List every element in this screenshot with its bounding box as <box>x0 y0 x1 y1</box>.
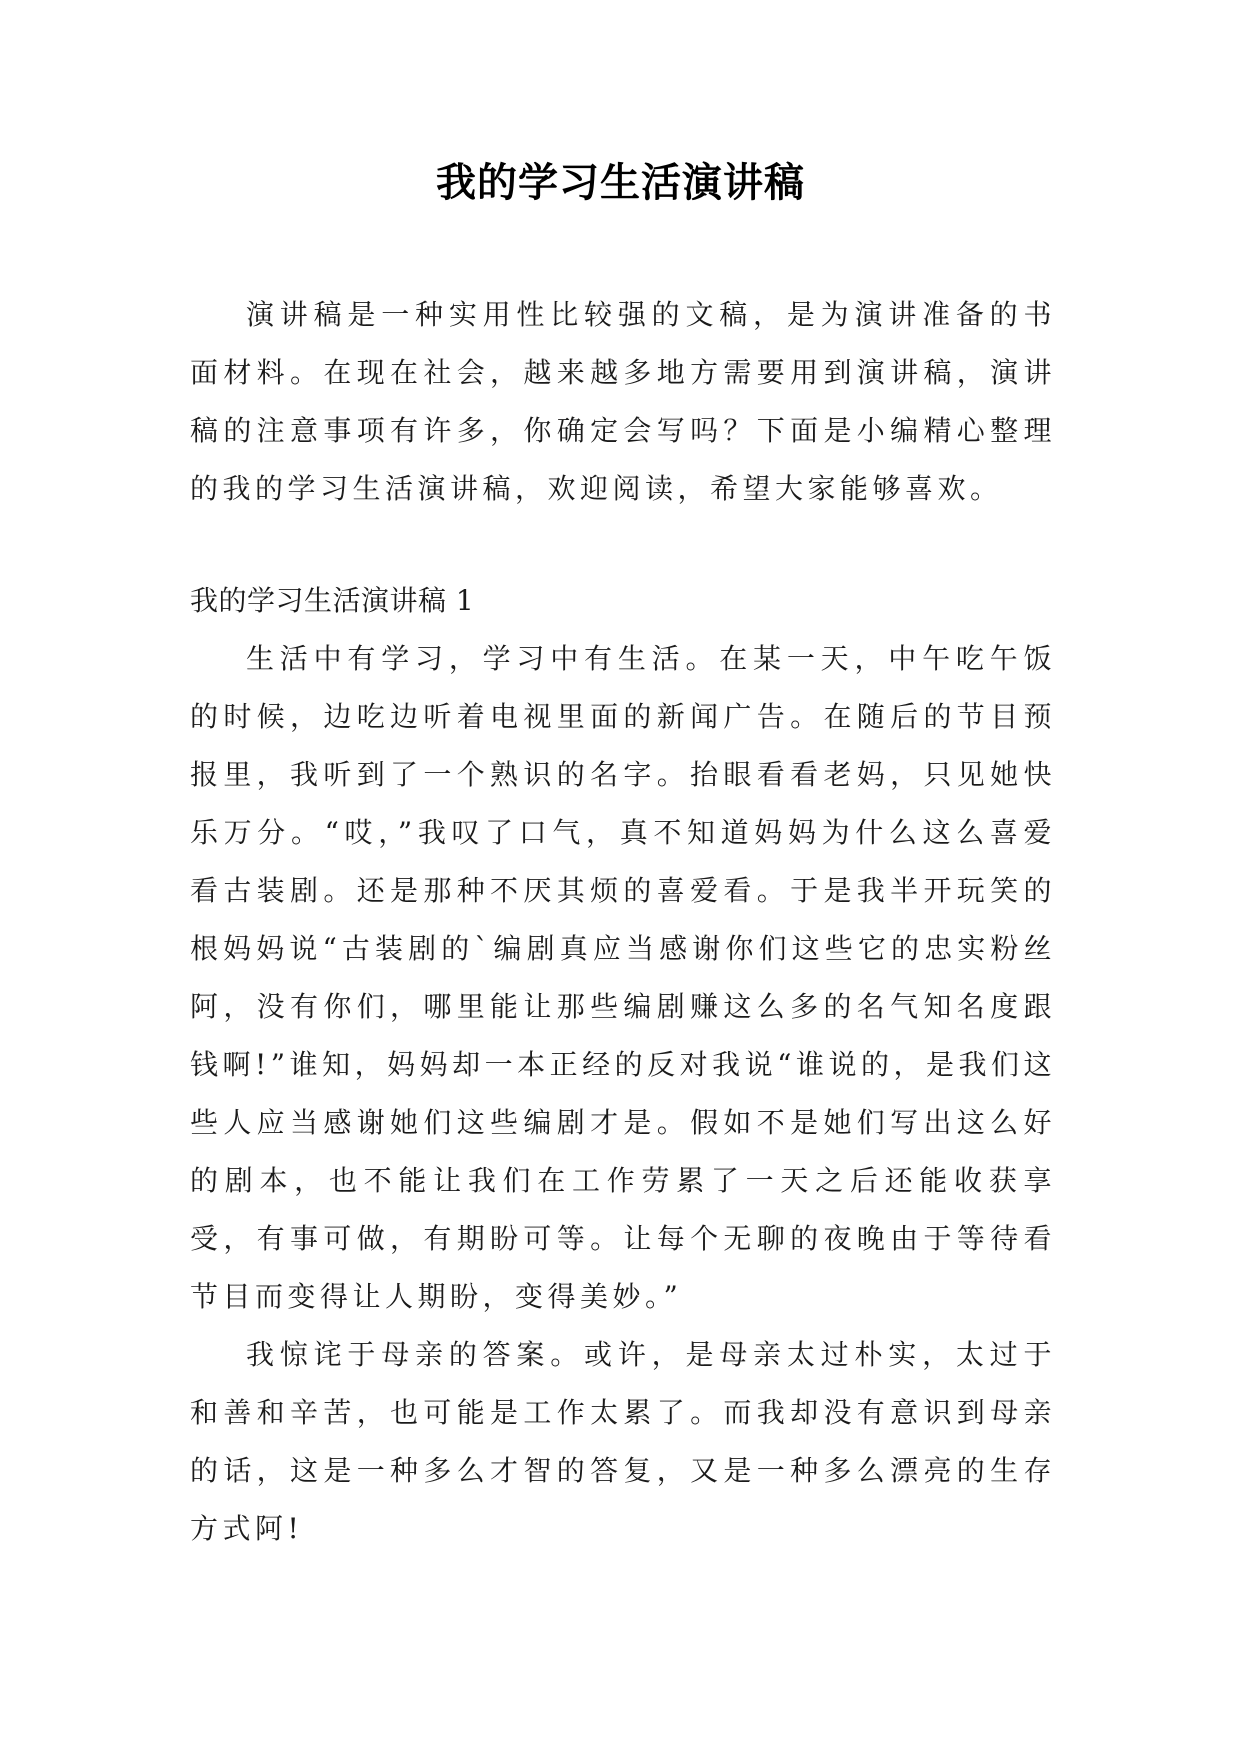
document-body <box>190 286 1056 1558</box>
body-paragraph: 生活中有学习，学习中有生活。在某一天，中午吃午饭的时候，边吃边听着电视里面的新闻广告。在随后的节目预报里，我听到了一个熟识的名字。抬眼看看老妈，只见她快乐万分。“哎，”我叹了口气，真不知道妈妈为什么这么喜爱看古装剧。还是那种不厌其烦的喜爱看。于是我半开玩笑的根妈妈说“古装剧的`编剧真应当感谢你们这些它的忠实粉丝阿，没有你们，哪里能让那些编剧赚这么多的名气知名度跟钱啊!”谁知，妈妈却一本正经的反对我说“谁说的，是我们这些人应当感谢她们这些编剧才是。假如不是她们写出这么好的剧本，也不能让我们在工作劳累了一天之后还能收获享受，有事可做，有期盼可等。让每个无聊的夜晚由于等待看节目而变得让人期盼，变得美妙。” <box>190 642 1056 1313</box>
page-title: 我的学习生活演讲稿 <box>436 159 805 206</box>
section-heading: 我的学习生活演讲稿 1 <box>190 584 475 617</box>
intro-paragraph: 演讲稿是一种实用性比较强的文稿，是为演讲准备的书面材料。在现在社会，越来越多地方需要用到演讲稿，演讲稿的注意事项有许多，你确定会写吗？下面是小编精心整理的我的学习生活演讲稿，欢迎阅读，希望大家能够喜欢。 <box>190 298 1056 505</box>
body-paragraph: 我惊诧于母亲的答案。或许，是母亲太过朴实，太过于和善和辛苦，也可能是工作太累了。而我却没有意识到母亲的话，这是一种多么才智的答复，又是一种多么漂亮的生存方式阿! <box>190 1338 1056 1545</box>
